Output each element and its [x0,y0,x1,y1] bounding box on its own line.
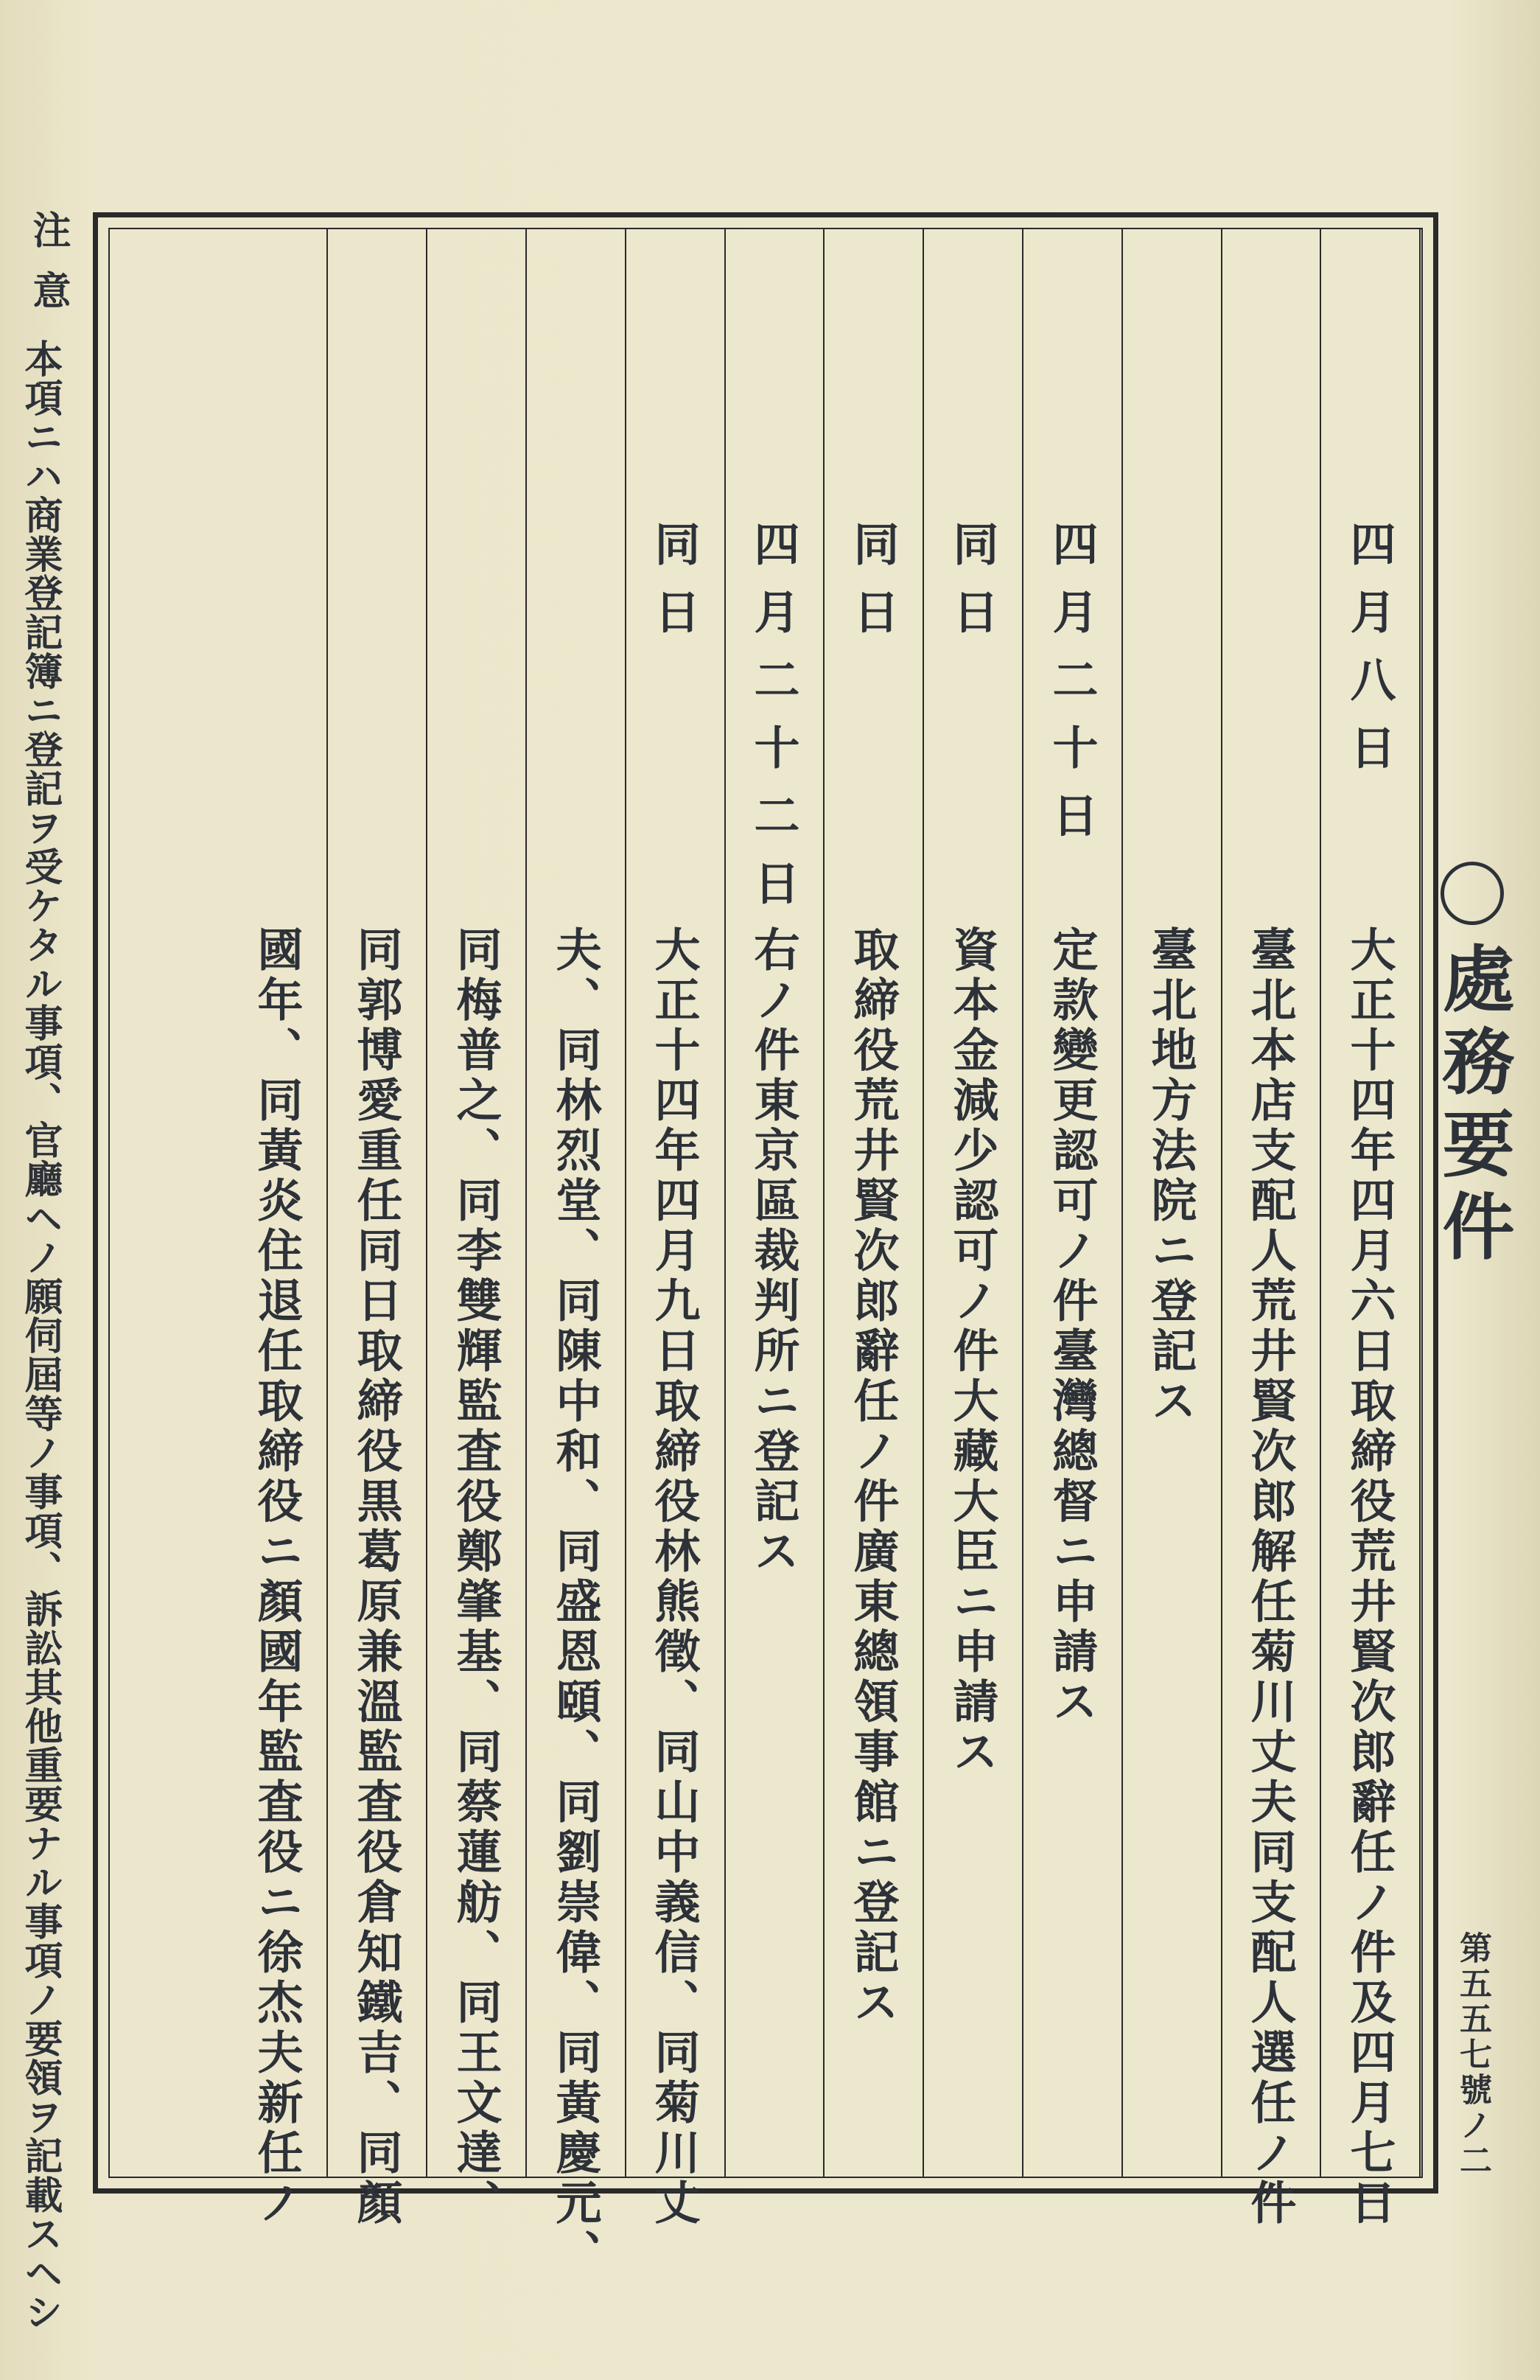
entry-text: 臺北地方法院ニ登記ス [1144,926,1197,1427]
entry-date: 四月八日 [1343,520,1396,792]
column-divider [1419,229,1421,2177]
entry-text: 定款變更認可ノ件臺灣總督ニ申請ス [1045,926,1099,1728]
entry-text: 臺北本店支配人荒井賢次郎解任菊川丈夫同支配人選任ノ件 [1243,926,1297,2229]
entry-text: 夫、同林烈堂、同陳中和、同盛恩頤、同劉崇偉、同黃慶元、 [548,926,602,2279]
column-divider [426,229,427,2177]
column-divider [1320,229,1321,2177]
entry-text: 大正十四年四月六日取締役荒井賢次郎辭任ノ件及四月七日 [1343,926,1396,2229]
section-title: 處務要件 [1430,941,1515,1271]
entry-date: 四月二十二日 [746,520,800,927]
entry-text: 同梅普之、同李雙輝監査役鄭肇基、同蔡蓮舫、同王文達、 [449,926,503,2229]
entry-text: 國年、同黃炎住退任取締役ニ顏國年監査役ニ徐杰夫新任ノ [250,926,304,2229]
entry-text: 取締役荒井賢次郎辭任ノ件廣東總領事館ニ登記ス [846,926,900,2028]
column-divider [724,229,726,2177]
column-divider [326,229,328,2177]
entry-text: 大正十四年四月九日取締役林熊徵、同山中義信、同菊川丈 [647,926,701,2229]
entry-text: 資本金減少認可ノ件大藏大臣ニ申請ス [945,926,999,1778]
column-divider [1121,229,1123,2177]
entry-date: 同日 [846,520,900,656]
note-text: 本項ニハ商業登記簿ニ登記ヲ受ケタル事項、官廳ヘノ願伺屆等ノ事項、訴訟其他重要ナル事項ノ要領ヲ記載スヘシ [18,339,63,2331]
column-divider [1022,229,1023,2177]
issue-number: 第五五七號ノ二 [1454,1931,1491,2179]
column-divider [823,229,825,2177]
circle-mark-icon [1441,862,1504,925]
entry-date: 同日 [647,520,701,656]
entry-date: 四月二十日 [1045,520,1099,859]
column-divider [625,229,626,2177]
entry-date: 同日 [945,520,999,656]
column-divider [923,229,924,2177]
entry-text: 右ノ件東京區裁判所ニ登記ス [746,926,800,1577]
column-divider [525,229,527,2177]
column-divider [1221,229,1222,2177]
entry-text: 同郭博愛重任同日取締役黒葛原兼溫監査役倉知鐵吉、同顏 [349,926,403,2229]
note-label: 注意 [26,210,71,331]
section-title-block [1430,862,1515,1271]
